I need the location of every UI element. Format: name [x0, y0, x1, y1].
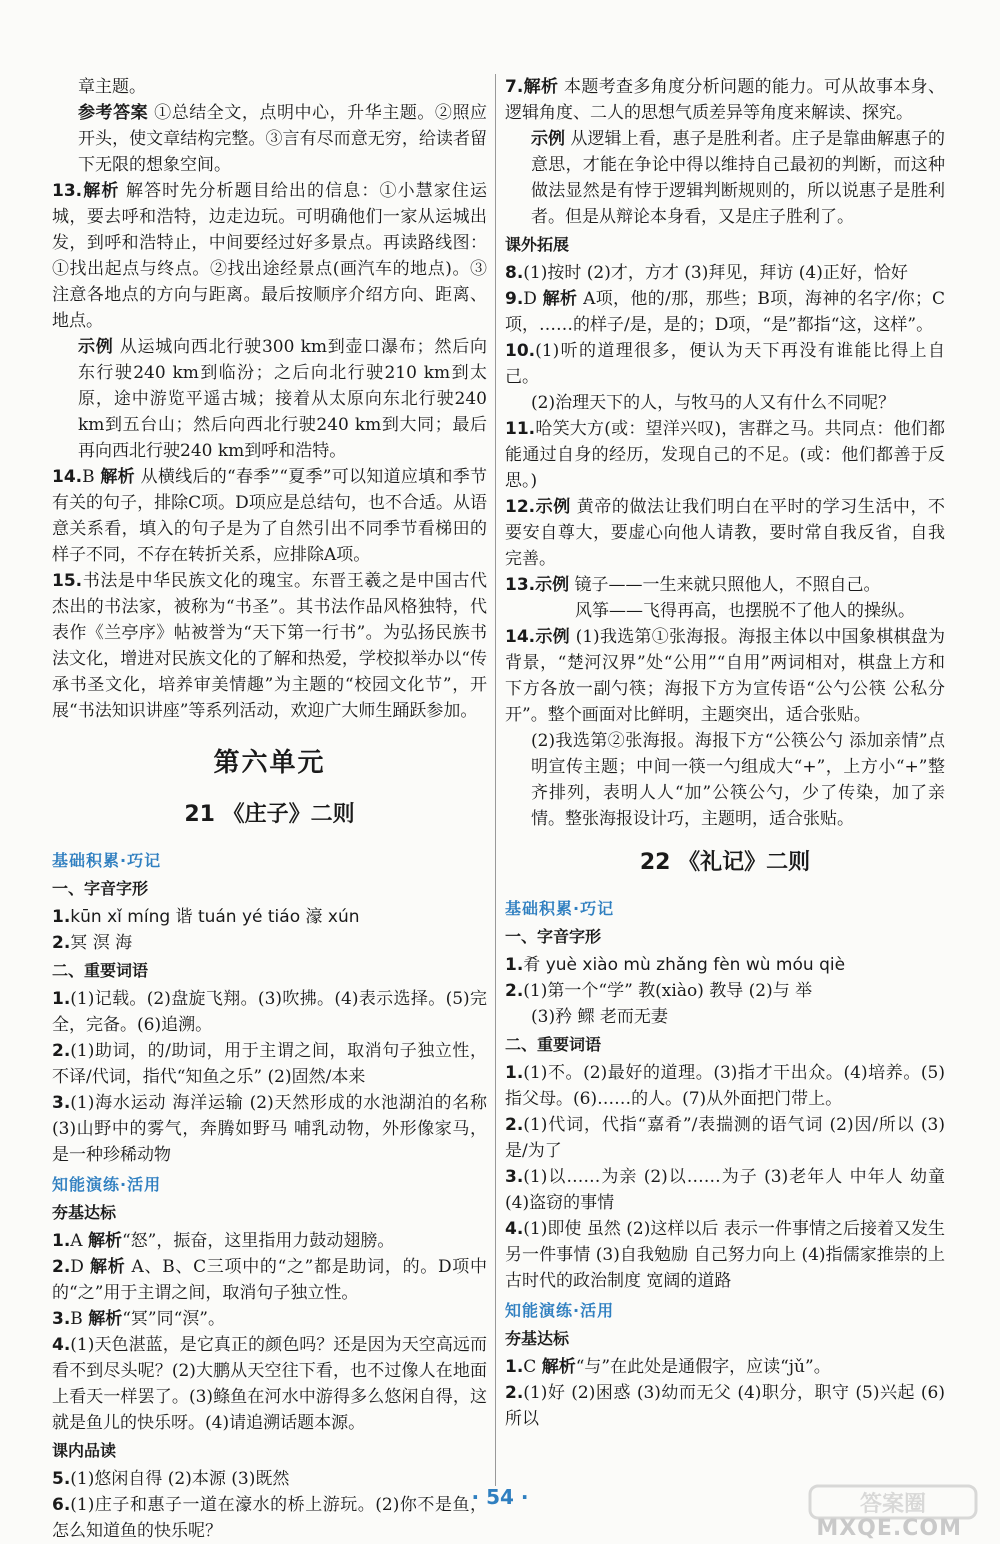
list-item-continued: (2)我选第②张海报。海报下方“公筷公勺 添加亲情”点明宣传主题；中间一筷一勺组成大“+”，上方小“+”整齐排列，表明人人“加”公筷公勺，少了传染，加了亲情。整张海报设计巧，主题明，适合张贴。 — [531, 731, 945, 829]
list-item: 1.肴 yuè xiào mù zhǎng fèn wù móu qiè — [505, 955, 846, 975]
answer-7-example: 示例 从逻辑上看，惠子是胜利者。庄子是靠曲解惠子的意思，才能在争论中得以维持自己最初的判断，而这种做法显然是有悖于逻辑判断规则的，所以说惠子是胜利者。但是从辩论本身看，又是庄子胜利了。 — [531, 129, 946, 227]
list-item: 11.哈笑大方(或：望洋兴叹)，害群之马。共同点：他们都能通过自身的经历，发现自己的不足。(或：他们都善于反思。) — [505, 419, 945, 491]
list-item: 10.(1)听的道理很多，便认为天下再没有谁能比得上自己。 — [505, 341, 945, 387]
right-column — [505, 74, 945, 1432]
column-divider — [495, 74, 496, 1486]
section-apply: 知能演练·活用 — [52, 1175, 162, 1194]
watermark-url: MXQE.COM — [816, 1516, 962, 1541]
list-item: 1.(1)记载。(2)盘旋飞翔。(3)吹拂。(4)表示选择。(5)完全，完备。(6)追溯。 — [52, 989, 487, 1035]
section-apply: 知能演练·活用 — [505, 1301, 615, 1320]
list-item: 4.(1)即使 虽然 (2)这样以后 表示一件事情之后接着又发生另一件事情 (3)自我勉励 自己努力向上 (4)指儒家推崇的上古时代的政治制度 宽阔的道路 — [505, 1219, 945, 1291]
list-item: 2.(1)好 (2)困惑 (3)幼而无父 (4)职分，职守 (5)兴起 (6)所以 — [505, 1383, 945, 1429]
subsection-pronunciation: 一、字音字形 — [52, 879, 149, 898]
list-item: 1.(1)不。(2)最好的道理。(3)指才干出众。(4)培养。(5)指父母。(6)……的人。(7)从外面把门带上。 — [505, 1063, 945, 1109]
subsection-key-words: 二、重要词语 — [505, 1035, 602, 1054]
list-item: 5.(1)悠闲自得 (2)本源 (3)既然 — [52, 1469, 290, 1489]
subsection-foundation: 夯基达标 — [505, 1329, 570, 1348]
lesson-21-title: 21 《庄子》二则 — [184, 802, 355, 827]
subsection-extension: 课外拓展 — [505, 235, 570, 254]
label-analysis: 解析 — [82, 181, 120, 201]
list-item: 2.(1)代词，代指“嘉肴”/表揣测的语气词 (2)因/所以 (3)是/为了 — [505, 1115, 945, 1161]
list-item: 3.(1)以……为亲 (2)以……为子 (3)老年人 中年人 幼童 (4)盗窃的事情 — [505, 1167, 945, 1213]
list-item-continued: (2)治理天下的人，与牧马的人又有什么不同呢？ — [531, 393, 896, 413]
subsection-foundation: 夯基达标 — [52, 1203, 117, 1222]
continuation-text: 章主题。 — [78, 77, 146, 97]
label-reference-answer: 参考答案 — [78, 103, 149, 123]
list-item: 2.(1)第一个“学” 教(xiào) 教导 (2)与 举 — [505, 981, 813, 1001]
answer-15: 15.书法是中华民族文化的瑰宝。东晋王羲之是中国古代杰出的书法家，被称为“书圣”。其书法作品风格独特，代表作《兰亭序》帖被誉为“天下第一行书”。为弘扬民族书法文化，增进对民族文化的了解和热爱，学校拟举办以“传承书圣文化，培养审美情趣”为主题的“校园文化节”，开展“书法知识讲座”等系列活动，欢迎广大师生踊跃参加。 — [52, 571, 487, 721]
list-item-continued: 风筝——飞得再高，也摆脱不了他人的操纵。 — [575, 601, 915, 621]
list-item: 2.D 解析 A、B、C三项中的“之”都是助词，的。D项中的“之”用于主谓之间，取消句子独立性。 — [52, 1257, 487, 1303]
left-column — [52, 74, 487, 1544]
lesson-22-title: 22 《礼记》二则 — [639, 850, 811, 875]
unit-title: 第六单元 — [213, 748, 326, 778]
list-item: 6.(1)庄子和惠子一道在濠水的桥上游玩。(2)你不是鱼，怎么知道鱼的快乐呢？ — [52, 1495, 487, 1541]
subsection-pronunciation: 一、字音字形 — [505, 927, 602, 946]
section-basic-accumulation: 基础积累·巧记 — [505, 899, 615, 918]
list-item: 14.示例 (1)我选第①张海报。海报主体以中国象棋棋盘为背景，“楚河汉界”处“公用”“自用”两词相对，棋盘上方和下方各放一副勺筷；海报下方为宣传语“公勺公筷 公私分开”。整个画面对比鲜明，主题突出，适合张贴。 — [505, 627, 946, 725]
subsection-key-words: 二、重要词语 — [52, 961, 149, 980]
reference-answer: 参考答案 ①总结全文，点明中心，升华主题。②照应开头，使文章结构完整。③言有尽而意无穷，给读者留下无限的想象空间。 — [78, 103, 488, 175]
list-item: 2.(1)助词，的/助词，用于主谓之间，取消句子独立性，不译/代词，指代“知鱼之乐” (2)固然/本来 — [52, 1041, 487, 1087]
answer-14: 14.B 解析 从横线后的“春季”“夏季”可以知道应填和季节有关的句子，排除C项。D项应是总结句，也不合适。从语意关系看，填入的句子是为了自然引出不同季节看梯田的样子不同，不存在转折关系，应排除A项。 — [52, 467, 488, 565]
page-number: · 54 · — [471, 1485, 529, 1509]
list-item: 3.(1)海水运动 海洋运输 (2)天然形成的水池湖泊的名称 (3)山野中的雾气，奔腾如野马 哺乳动物，外形像家马，是一种珍稀动物 — [52, 1093, 487, 1165]
list-item: 12.示例 黄帝的做法让我们明白在平时的学习生活中，不要安自尊大，要虚心向他人请教，要时常自我反省，自我完善。 — [505, 497, 946, 569]
list-item: 1.kūn xǐ míng 谐 tuán yé tiáo 濠 xún — [52, 907, 360, 927]
answer-13: 13.解析 解答时先分析题目给出的信息：①小慧家住运城，要去呼和浩特，边走边玩。可明确他们一家从运城出发，到呼和浩特止，中间要经过好多景点。再读路线图：①找出起点与终点。②找出途经景点(画汽车的地点)。③注意各地点的方向与距离。最后按顺序介绍方向、距离、地点。 — [52, 181, 488, 331]
list-item: 9.D 解析 A项，他的/那，那些；B项，海神的名字/你；C项，……的样子/是，是的；D项，“是”都指“这，这样”。 — [505, 289, 945, 335]
answer-7: 7.解析 本题考查多角度分析问题的能力。可从故事本身、逻辑角度、二人的思想气质差异等角度来解读、探究。 — [505, 77, 946, 123]
section-basic-accumulation: 基础积累·巧记 — [52, 851, 162, 870]
answer-13-example: 示例 从运城向西北行驶300 km到壶口瀑布；然后向东行驶240 km到临汾；之后向北行驶210 km到太原，途中游览平遥古城；接着从太原向东北行驶240 km到五台山；然后向西北行驶240 km到大同；最后再向西北行驶240 km到呼和浩特。 — [78, 337, 487, 461]
list-item: 8.(1)按时 (2)才，方才 (3)拜见，拜访 (4)正好，恰好 — [505, 263, 908, 283]
watermark-logo-text: 答案圈 — [859, 1492, 927, 1517]
list-item: 4.(1)天色湛蓝，是它真正的颜色吗？还是因为天空高远而看不到尽头呢？(2)大鹏从天空往下看，也不过像人在地面上看天一样罢了。(3)鲦鱼在河水中游得多么悠闲自得，这就是鱼儿的快乐呀。(4)请追溯话题本源。 — [52, 1335, 487, 1433]
list-item: 1.C 解析“与”在此处是通假字，应读“jǔ”。 — [505, 1357, 831, 1377]
list-item: 3.B 解析“冥”同“溟”。 — [52, 1309, 225, 1329]
list-item: 1.A 解析“怒”，振奋，这里指用力鼓动翅膀。 — [52, 1231, 395, 1251]
list-item: 2.冥 溟 海 — [52, 933, 133, 953]
subsection-in-class-reading: 课内品读 — [52, 1441, 117, 1460]
list-item: 13.示例 镜子——一生来就只照他人，不照自己。 — [505, 575, 881, 595]
list-item-continued: (3)矜 鳏 老而无妻 — [531, 1007, 668, 1027]
